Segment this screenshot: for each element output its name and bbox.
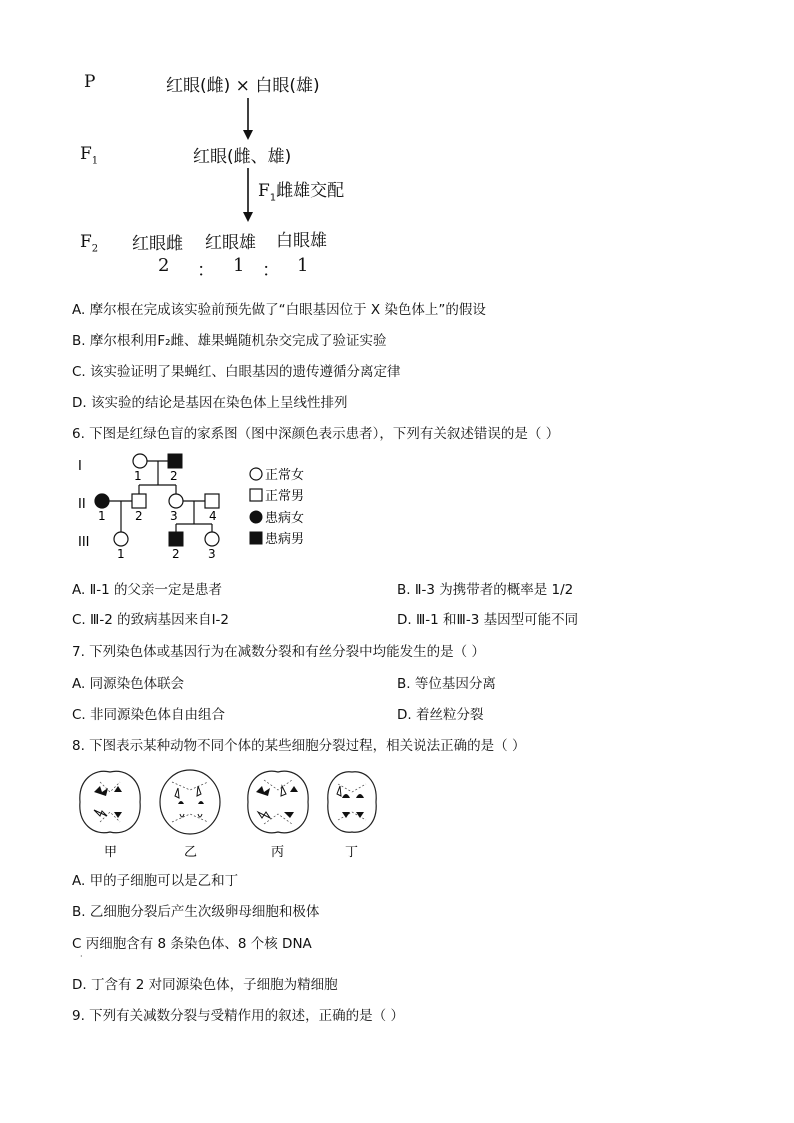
f2-phenotype-red-male: 红眼雄 — [205, 233, 256, 253]
cell-label-bing: 丙 — [271, 845, 285, 860]
generation-label-ii: II — [78, 497, 86, 512]
cell-jia — [80, 771, 140, 833]
gen3-number-1: 1 — [117, 547, 125, 561]
legend-affected-female-icon — [250, 511, 262, 523]
q8-option-d: D. 丁含有 2 对同源染色体，子细胞为精细胞 — [72, 977, 338, 993]
legend-affected-male-icon — [250, 532, 262, 544]
gen3-number-3: 3 — [208, 547, 216, 561]
q7-option-b: B. 等位基因分离 — [397, 676, 496, 692]
legend-affected-female: 患病女 — [265, 511, 305, 526]
legend-normal-male: 正常男 — [265, 489, 305, 504]
f2-ratio-1: 2 — [158, 255, 170, 276]
gen3-female-normal-3 — [205, 532, 219, 546]
q5-option-c: C. 该实验证明了果蝇红、白眼基因的遗传遵循分离定律 — [72, 364, 401, 380]
cell-bing — [248, 771, 308, 833]
gen2-number-3: 3 — [170, 509, 178, 523]
gen2-male-normal-4 — [205, 494, 219, 508]
cross-arrow-2 — [238, 166, 258, 224]
q6-option-c: C. Ⅲ-2 的致病基因来自Ⅰ-2 — [72, 612, 230, 628]
gen2-number-1: 1 — [98, 509, 106, 523]
gen1-number-1: 1 — [134, 469, 142, 483]
legend-normal-female-icon — [250, 468, 262, 480]
gen1-female-normal — [133, 454, 147, 468]
generation-label-iii: III — [78, 535, 90, 550]
gen1-male-affected — [168, 454, 182, 468]
legend-normal-female: 正常女 — [265, 468, 305, 483]
gen2-female-affected — [95, 494, 109, 508]
f2-phenotype-red-female: 红眼雌 — [132, 234, 183, 254]
f2-ratio-2: 1 — [233, 255, 245, 276]
q7-option-c: C. 非同源染色体自由组合 — [72, 707, 226, 723]
gen2-number-2: 2 — [135, 509, 143, 523]
gen1-number-2: 2 — [170, 469, 178, 483]
parental-cross: 红眼(雌) × 白眼(雄) — [166, 76, 320, 96]
q7-stem: 7. 下列染色体或基因行为在减数分裂和有丝分裂中均能发生的是（ ） — [72, 644, 485, 660]
cell-label-yi: 乙 — [184, 845, 198, 860]
gen2-number-4: 4 — [209, 509, 217, 523]
gen3-female-normal-1 — [114, 532, 128, 546]
cell-ding — [328, 772, 376, 833]
f2-ratio-colon-1: ： — [197, 260, 215, 281]
f2-ratio-colon-2: ： — [262, 260, 280, 281]
cell-label-ding: 丁 — [345, 845, 359, 860]
q6-option-a: A. Ⅱ-1 的父亲一定是患者 — [72, 582, 222, 598]
q6-option-d: D. Ⅲ-1 和Ⅲ-3 基因型可能不同 — [397, 612, 579, 628]
q7-option-d: D. 着丝粒分裂 — [397, 707, 484, 723]
q6-option-b: B. Ⅱ-3 为携带者的概率是 1/2 — [397, 582, 574, 598]
q5-option-d: D. 该实验的结论是基因在染色体上呈线性排列 — [72, 395, 348, 411]
pedigree-chart — [72, 448, 352, 568]
f2-generation-label: $F_2$ — [80, 232, 99, 255]
legend-affected-male: 患病男 — [265, 532, 305, 547]
q5-option-b: B. 摩尔根利用F₂雌、雄果蝇随机杂交完成了验证实验 — [72, 333, 387, 349]
q5-option-a: A. 摩尔根在完成该实验前预先做了“白眼基因位于 X 染色体上”的假设 — [72, 302, 486, 318]
cell-label-jia: 甲 — [104, 845, 118, 860]
cell-division-figure — [72, 762, 382, 862]
q8-option-a: A. 甲的子细胞可以是乙和丁 — [72, 873, 239, 889]
f2-ratio-3: 1 — [297, 255, 309, 276]
f2-phenotype-white-male: 白眼雄 — [276, 231, 327, 251]
gen3-number-2: 2 — [172, 547, 180, 561]
q7-option-a: A. 同源染色体联会 — [72, 676, 185, 692]
cross-arrow-1 — [238, 96, 258, 142]
gen3-male-affected-2 — [169, 532, 183, 546]
gen2-male-normal-2 — [132, 494, 146, 508]
q6-stem: 6. 下图是红绿色盲的家系图（图中深颜色表示患者），下列有关叙述错误的是（ ） — [72, 426, 560, 442]
stray-dot: · — [80, 952, 83, 961]
q8-option-b: B. 乙细胞分裂后产生次级卵母细胞和极体 — [72, 904, 320, 920]
f1-mating-label: $F_1$雌雄交配 — [258, 181, 345, 204]
q9-stem: 9. 下列有关减数分裂与受精作用的叙述，正确的是（ ） — [72, 1008, 404, 1024]
q8-stem: 8. 下图表示某种动物不同个体的某些细胞分裂过程，相关说法正确的是（ ） — [72, 738, 526, 754]
q8-option-c: C 丙细胞含有 8 条染色体、8 个核 DNA — [72, 936, 312, 952]
f1-result: 红眼(雌、雄) — [193, 147, 292, 167]
generation-label-i: I — [78, 459, 82, 474]
gen2-female-normal-3 — [169, 494, 183, 508]
p-generation-label: P — [84, 72, 96, 92]
cell-yi — [160, 770, 220, 834]
legend-normal-male-icon — [250, 489, 262, 501]
f1-generation-label: $F_1$ — [80, 144, 99, 167]
